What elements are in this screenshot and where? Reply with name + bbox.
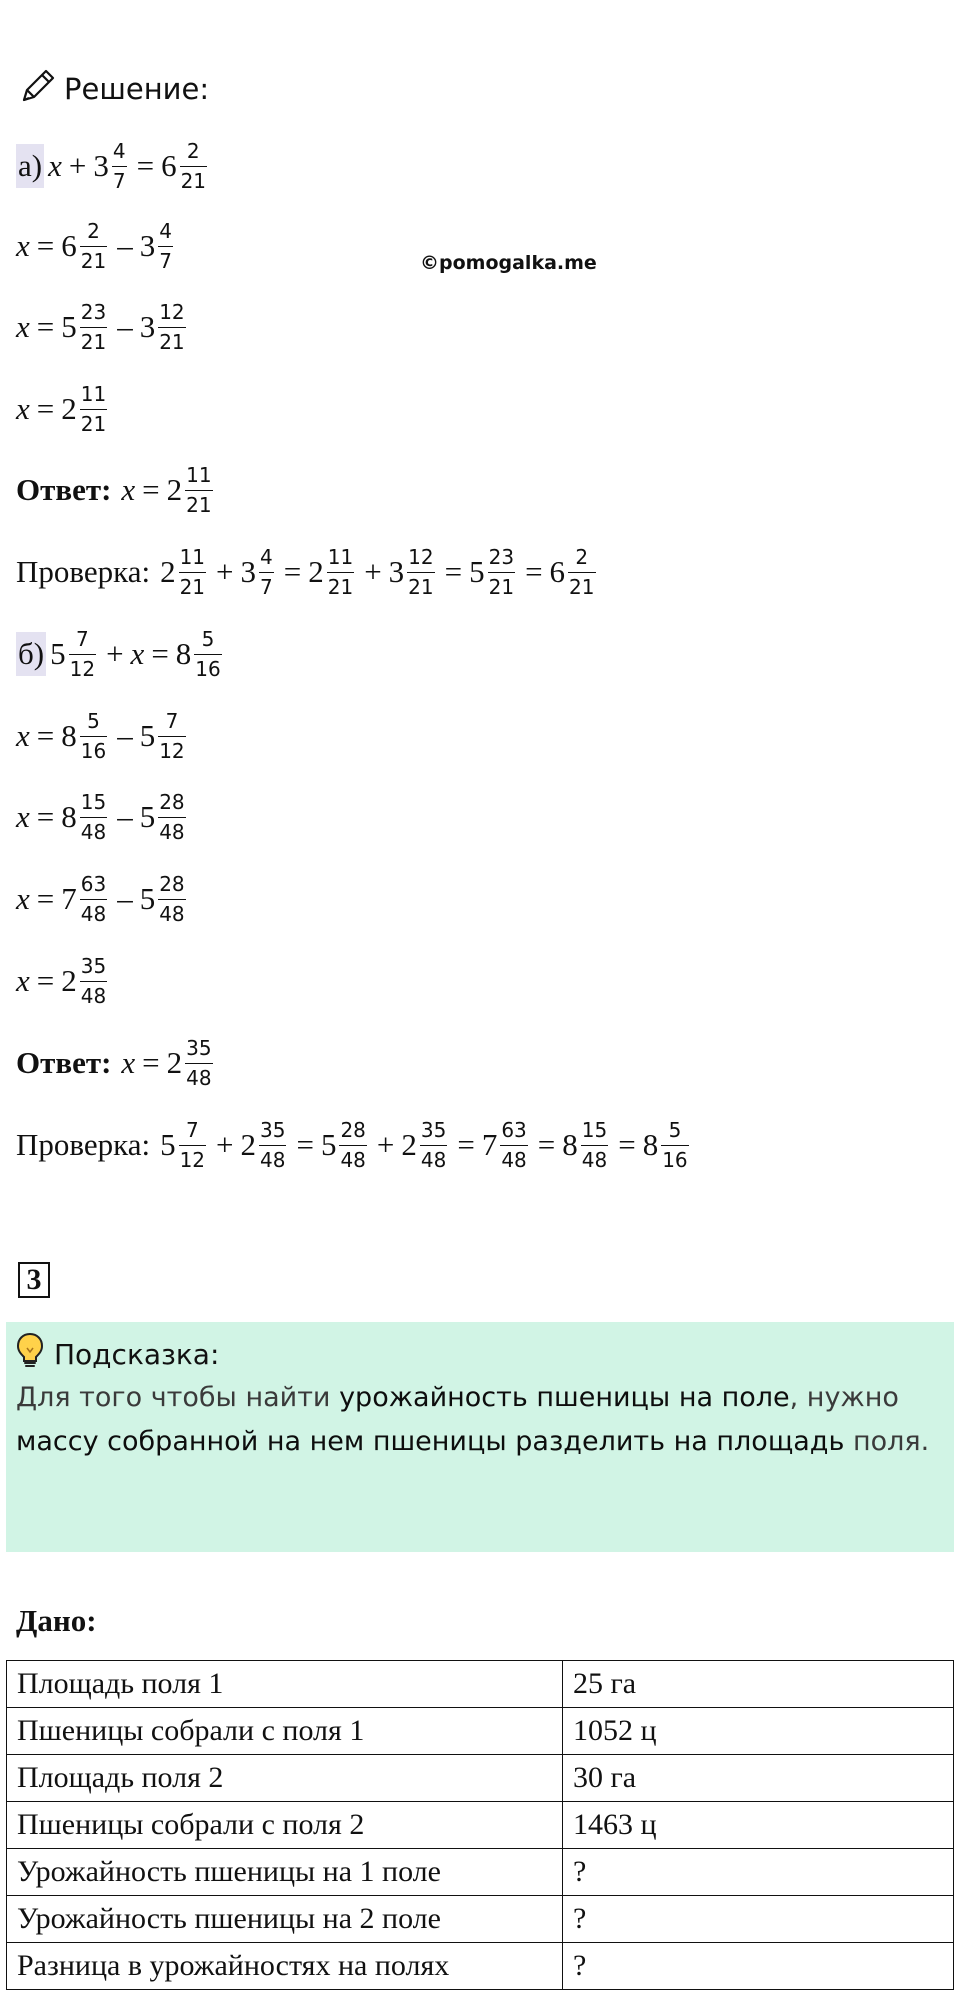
whole: 5 — [139, 799, 156, 834]
whole: 2 — [61, 963, 77, 998]
whole: 7 — [61, 881, 77, 916]
whole: 8 — [175, 636, 192, 671]
part-a-answer: Ответ: x = 2 $\frac{11}{21}$ — [16, 462, 212, 517]
part-a-equation-2: x = 6 $\frac{2}{21}$ – 3 $\frac{4}{7}$ — [16, 218, 172, 273]
fraction: $\frac{2}{21}$ — [180, 138, 207, 193]
fraction: $\frac{11}{21}$ — [327, 544, 354, 599]
part-a-label: а) — [16, 144, 44, 188]
fraction: $\frac{12}{21}$ — [159, 299, 185, 354]
fraction: $\frac{4}{7}$ — [159, 218, 172, 273]
fraction: $\frac{4}{7}$ — [112, 138, 126, 193]
table-row — [7, 1755, 954, 1802]
given-value: 1052 ц — [563, 1708, 954, 1755]
check-label: Проверка: — [16, 554, 151, 589]
given-label: Дано: — [16, 1603, 97, 1638]
whole: 5 — [139, 718, 156, 753]
fraction: $\frac{28}{48}$ — [159, 871, 185, 926]
hint-title: Подсказка: — [54, 1338, 220, 1371]
answer-label: Ответ: — [16, 1045, 112, 1080]
table-row — [7, 1661, 954, 1708]
fraction: $\frac{28}{48}$ — [340, 1117, 366, 1172]
fraction: $\frac{35}{48}$ — [260, 1117, 286, 1172]
part-b-label: б) — [16, 632, 46, 676]
part-b-check: Проверка: 5 $\frac{7}{12}$ + 2 $\frac{35}{48}$ = 5 $\frac{28}{48}$ + 2 $\frac{35}{48}$ = 7 $\frac{63}{48}$ = 8 $\frac{15}{48}$ = 8 $\frac{5}{16}$ — [16, 1117, 688, 1172]
part-a-equation-3: x = 5 $\frac{23}{21}$ – 3 $\frac{12}{21}$ — [16, 299, 185, 354]
whole: 3 — [139, 309, 156, 344]
watermark: ©pomogalka.me — [420, 252, 597, 274]
fraction: $\frac{12}{21}$ — [408, 544, 434, 599]
part-b-equation-3: x = 8 $\frac{15}{48}$ – 5 $\frac{28}{48}$ — [16, 789, 185, 844]
given-value: 30 га — [563, 1755, 954, 1802]
task-number-badge: 3 — [18, 1262, 50, 1298]
answer-label: Ответ: — [16, 472, 112, 507]
fraction: $\frac{11}{21}$ — [186, 462, 212, 517]
whole: 8 — [61, 718, 77, 753]
whole: 5 — [50, 636, 66, 671]
part-b-equation-4: x = 7 $\frac{63}{48}$ – 5 $\frac{28}{48}$ — [16, 871, 185, 926]
part-b-answer: Ответ: x = 2 $\frac{35}{48}$ — [16, 1035, 212, 1090]
whole: 8 — [61, 799, 77, 834]
given-quantity: Урожайность пшеницы на 1 поле — [7, 1849, 563, 1896]
part-a-equation-1: а) x + 3 $\frac{4}{7}$ = 6 $\frac{2}{21}$ — [18, 138, 207, 193]
hint-header — [16, 1332, 219, 1377]
given-quantity: Пшеницы собрали с поля 2 — [7, 1802, 563, 1849]
given-quantity: Урожайность пшеницы на 2 поле — [7, 1896, 563, 1943]
given-value: ? — [563, 1896, 954, 1943]
lightbulb-icon — [16, 1332, 44, 1377]
whole: 5 — [61, 309, 77, 344]
given-quantity: Площадь поля 1 — [7, 1661, 563, 1708]
given-table — [6, 1660, 954, 1990]
hint-box — [6, 1322, 954, 1552]
table-row — [7, 1708, 954, 1755]
fraction: $\frac{23}{21}$ — [80, 299, 107, 354]
fraction: $\frac{4}{7}$ — [260, 544, 273, 599]
table-row — [7, 1896, 954, 1943]
fraction: $\frac{63}{48}$ — [80, 871, 107, 926]
check-label: Проверка: — [16, 1127, 151, 1162]
whole: 6 — [161, 148, 177, 183]
fraction: $\frac{11}{21}$ — [179, 544, 206, 599]
given-value: ? — [563, 1943, 954, 1990]
table-row — [7, 1849, 954, 1896]
given-value: 1463 ц — [563, 1802, 954, 1849]
fraction: $\frac{15}{48}$ — [80, 789, 107, 844]
given-quantity: Разница в урожайностях на полях — [7, 1943, 563, 1990]
fraction: $\frac{7}{12}$ — [179, 1117, 206, 1172]
fraction: $\frac{7}{12}$ — [159, 708, 185, 763]
table-row — [7, 1802, 954, 1849]
whole: 6 — [61, 228, 77, 263]
whole: 5 — [139, 881, 156, 916]
fraction: $\frac{28}{48}$ — [159, 789, 185, 844]
part-a-check: Проверка: 2 $\frac{11}{21}$ + 3 $\frac{4}{7}$ = 2 $\frac{11}{21}$ + 3 $\frac{12}{21}$ = 5 $\frac{23}{21}$ = 6 $\frac{2}{21}$ — [16, 544, 595, 599]
whole: 2 — [166, 1045, 183, 1080]
fraction: $\frac{5}{16}$ — [195, 626, 221, 681]
fraction: $\frac{2}{21}$ — [80, 218, 107, 273]
part-b-equation-2: x = 8 $\frac{5}{16}$ – 5 $\frac{7}{12}$ — [16, 708, 185, 763]
fraction: $\frac{35}{48}$ — [186, 1035, 212, 1090]
fraction: $\frac{5}{16}$ — [80, 708, 107, 763]
part-b-equation-1: б) 5 $\frac{7}{12}$ + x = 8 $\frac{5}{16}$ — [18, 626, 221, 681]
given-quantity: Площадь поля 2 — [7, 1755, 563, 1802]
solution-header — [18, 66, 209, 111]
fraction: $\frac{5}{16}$ — [662, 1117, 688, 1172]
fraction: $\frac{15}{48}$ — [581, 1117, 608, 1172]
fraction: $\frac{11}{21}$ — [80, 381, 107, 436]
part-a-equation-4: x = 2 $\frac{11}{21}$ — [16, 381, 107, 436]
given-value: ? — [563, 1849, 954, 1896]
whole: 3 — [93, 148, 109, 183]
whole: 2 — [166, 472, 183, 507]
fraction: $\frac{7}{12}$ — [69, 626, 96, 681]
table-row — [7, 1943, 954, 1990]
fraction: $\frac{2}{21}$ — [569, 544, 595, 599]
given-quantity: Пшеницы собрали с поля 1 — [7, 1708, 563, 1755]
hint-text: Для того чтобы найти урожайность пшеницы на поле, нужно массу собранной на нем пшеницы разделить на площадь поля. — [16, 1382, 930, 1457]
whole: 3 — [139, 228, 156, 263]
fraction: $\frac{35}{48}$ — [420, 1117, 447, 1172]
fraction: $\frac{63}{48}$ — [501, 1117, 527, 1172]
fraction: $\frac{35}{48}$ — [80, 953, 107, 1008]
pencil-icon — [18, 66, 58, 111]
fraction: $\frac{23}{21}$ — [488, 544, 515, 599]
solution-title: Решение: — [64, 71, 210, 106]
given-value: 25 га — [563, 1661, 954, 1708]
whole: 2 — [61, 391, 77, 426]
part-b-equation-5: x = 2 $\frac{35}{48}$ — [16, 953, 107, 1008]
